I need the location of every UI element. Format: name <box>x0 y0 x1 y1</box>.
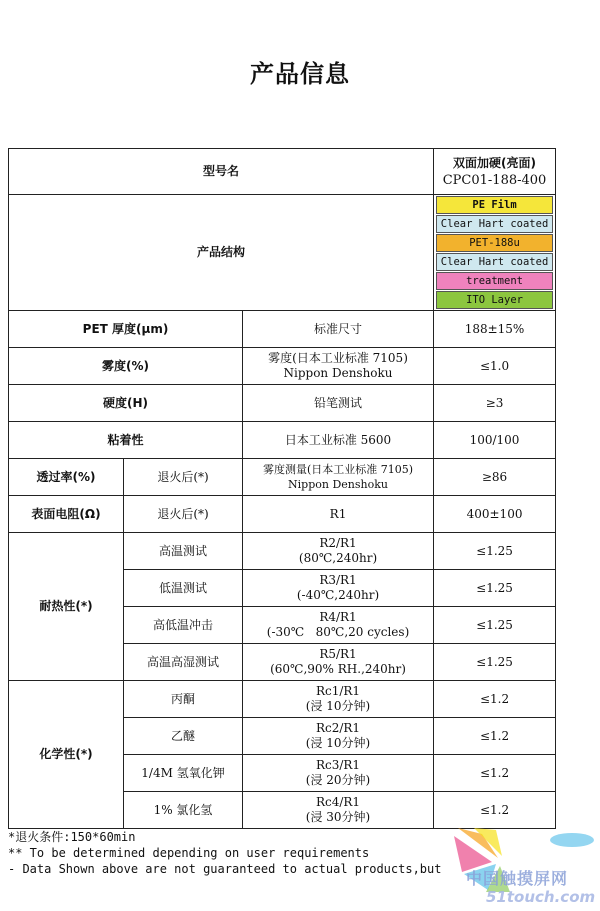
heat-test-name: 高温测试 <box>124 533 243 570</box>
footnote-disclaimer: - Data Shown above are not guaranteed to actual products,but <box>8 862 442 876</box>
table-row <box>9 496 556 533</box>
hardness-value: ≥3 <box>434 385 556 422</box>
table-row <box>9 533 556 570</box>
resistance-method: R1 <box>243 496 434 533</box>
heat-resistance-label: 耐热性(*) <box>9 533 124 681</box>
chem-test-name: 1% 氯化氢 <box>124 792 243 829</box>
footnotes <box>8 829 528 877</box>
model-name-line1: 双面加硬(亮面) <box>453 155 537 170</box>
haze-method: 雾度(日本工业标准 7105) Nippon Denshoku <box>243 348 434 385</box>
heat-test-name: 高温高湿测试 <box>124 644 243 681</box>
heat-test-name: 低温测试 <box>124 570 243 607</box>
thickness-value: 188±15% <box>434 311 556 348</box>
transmittance-label: 透过率(%) <box>9 459 124 496</box>
chem-test-method: Rc1/R1 (浸 10分钟) <box>243 681 434 718</box>
chem-test-name: 丙酮 <box>124 681 243 718</box>
heat-test-value: ≤1.25 <box>434 644 556 681</box>
chemical-resistance-label: 化学性(*) <box>9 681 124 829</box>
hardness-method: 铅笔测试 <box>243 385 434 422</box>
thickness-label: PET 厚度(μm) <box>9 311 243 348</box>
spec-table <box>8 148 556 829</box>
transmittance-condition: 退火后(*) <box>124 459 243 496</box>
model-name-line2: CPC01-188-400 <box>442 172 547 188</box>
transmittance-value: ≥86 <box>434 459 556 496</box>
footnote-user-requirements: ** To be determined depending on user requirements <box>8 846 370 860</box>
heat-test-method: R4/R1 (-30℃ 80℃,20 cycles) <box>243 607 434 644</box>
heat-test-method: R5/R1 (60℃,90% RH.,240hr) <box>243 644 434 681</box>
table-row <box>9 422 556 459</box>
table-row <box>9 195 556 311</box>
chem-test-method: Rc3/R1 (浸 20分钟) <box>243 755 434 792</box>
chem-test-value: ≤1.2 <box>434 755 556 792</box>
layer-stack <box>434 195 556 311</box>
adhesion-label: 粘着性 <box>9 422 243 459</box>
chem-test-value: ≤1.2 <box>434 718 556 755</box>
watermark-url: 51touch.com <box>486 888 596 906</box>
adhesion-method: 日本工业标准 5600 <box>243 422 434 459</box>
chem-test-method: Rc2/R1 (浸 10分钟) <box>243 718 434 755</box>
resistance-condition: 退火后(*) <box>124 496 243 533</box>
table-row <box>9 311 556 348</box>
resistance-label: 表面电阻(Ω) <box>9 496 124 533</box>
table-row <box>9 681 556 718</box>
page-title: 产品信息 <box>250 60 350 88</box>
layer-pe-film: PE Film <box>436 196 553 214</box>
layer-ito: ITO Layer <box>436 291 553 309</box>
heat-test-value: ≤1.25 <box>434 533 556 570</box>
footnote-annealing: *退火条件:150*60min <box>8 830 136 844</box>
haze-value: ≤1.0 <box>434 348 556 385</box>
resistance-value: 400±100 <box>434 496 556 533</box>
structure-label: 产品结构 <box>9 195 434 311</box>
chem-test-name: 乙醚 <box>124 718 243 755</box>
layer-pet: PET-188u <box>436 234 553 252</box>
layer-hard-coat-bottom: Clear Hart coated <box>436 253 553 271</box>
heat-test-method: R2/R1 (80℃,240hr) <box>243 533 434 570</box>
thickness-method: 标准尺寸 <box>243 311 434 348</box>
chem-test-name: 1/4M 氢氧化钾 <box>124 755 243 792</box>
heat-test-value: ≤1.25 <box>434 570 556 607</box>
chem-test-value: ≤1.2 <box>434 792 556 829</box>
layer-hard-coat-top: Clear Hart coated <box>436 215 553 233</box>
chem-test-value: ≤1.2 <box>434 681 556 718</box>
haze-label: 雾度(%) <box>9 348 243 385</box>
heat-test-value: ≤1.25 <box>434 607 556 644</box>
table-row <box>9 348 556 385</box>
chem-test-method: Rc4/R1 (浸 30分钟) <box>243 792 434 829</box>
hardness-label: 硬度(H) <box>9 385 243 422</box>
watermark-text: 中国触摸屏网 <box>466 869 569 888</box>
table-row <box>9 385 556 422</box>
table-row <box>9 149 556 195</box>
model-name-cell <box>434 149 556 195</box>
model-label: 型号名 <box>9 149 434 195</box>
heat-test-name: 高低温冲击 <box>124 607 243 644</box>
adhesion-value: 100/100 <box>434 422 556 459</box>
heat-test-method: R3/R1 (-40℃,240hr) <box>243 570 434 607</box>
layer-treatment: treatment <box>436 272 553 290</box>
table-row <box>9 459 556 496</box>
transmittance-method: 雾度测量(日本工业标准 7105) Nippon Denshoku <box>243 459 434 496</box>
